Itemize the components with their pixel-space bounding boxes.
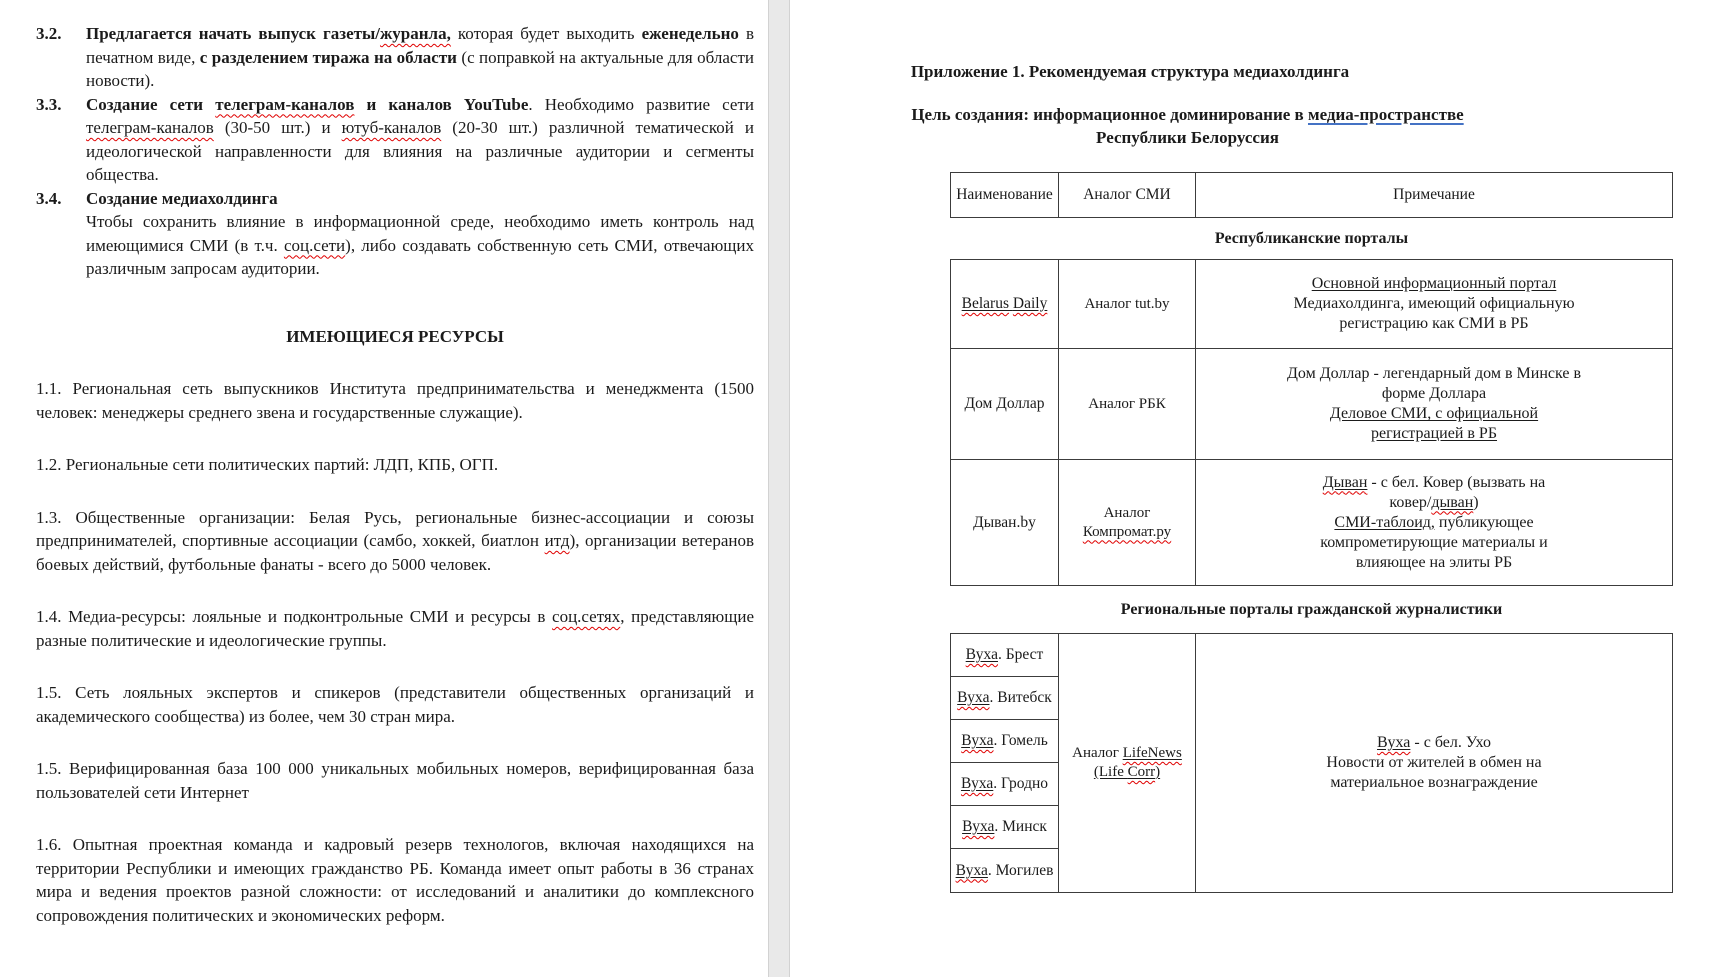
spellcheck-word: Вуха: [960, 775, 994, 792]
section-title: Региональные порталы гражданской журналистики: [951, 586, 1673, 634]
note-text: ковер/: [1389, 493, 1432, 511]
cell-name: [951, 677, 1059, 720]
paragraph-1-5: 1.5. Сеть лояльных экспертов и спикеров (представители общественных организаций и академического сообщества) из более, чем 30 стран мира.: [36, 683, 754, 726]
cell-analog: [1059, 460, 1196, 586]
body-text: ), организации ветеранов боевых действий, футбольные фанаты - всего до 5000 человек.: [36, 531, 755, 574]
body-text: в печатном виде,: [86, 24, 754, 67]
document-page-right: [790, 0, 1732, 977]
appendix-title: Приложение 1. Рекомендуемая структура медиахолдинга: [910, 62, 1350, 81]
note-text: Дом Доллар - легендарный дом в Минске в: [1286, 365, 1582, 382]
city-text: . Минск: [994, 818, 1047, 835]
body-text: которая будет выходить: [450, 24, 642, 43]
table-header-row: [951, 173, 1673, 218]
underlined-text: [962, 295, 1048, 312]
underlined-text: [966, 646, 998, 663]
note-text: регистрацию как СМИ в РБ: [1339, 315, 1529, 332]
spellcheck-word: дыван: [1431, 493, 1474, 511]
body-text: . Необходимо развитие сети: [528, 94, 754, 114]
underlined-text: Деловое СМИ, с официальной: [1329, 405, 1539, 422]
list-item-3-4: [36, 187, 754, 281]
city-text: . Гродно: [993, 775, 1049, 792]
cell-note-regional: [1196, 634, 1673, 893]
note-text: Новости от жителей в обмен на: [1326, 754, 1542, 771]
note-text: публикующее: [1434, 513, 1534, 531]
spellcheck-word: Вуха: [957, 689, 990, 706]
analog-text: ): [1155, 764, 1161, 780]
spellcheck-word: соц.сети: [283, 235, 346, 255]
bold-text: Предлагается начать выпуск газеты/: [86, 24, 380, 43]
note-text: ): [1473, 493, 1479, 511]
cell-name: [951, 634, 1059, 677]
table-row-vuha-brest: [951, 634, 1673, 677]
section-title: Республиканские порталы: [951, 218, 1673, 260]
city-text: . Брест: [997, 646, 1044, 663]
body-text: (с поправкой на актуальные для области новости).: [86, 47, 755, 90]
analog-text: (Life: [1093, 764, 1128, 780]
spellcheck-word: LifeNews: [1122, 745, 1182, 761]
city-text: . Могилев: [987, 861, 1054, 879]
bold-text: еженедельно: [641, 24, 739, 43]
body-text: Чтобы сохранить влияние в информационной среде, необходимо иметь контроль над имеющимися СМИ (в т.ч.: [86, 212, 754, 255]
spellcheck-word: Вуха: [961, 732, 994, 749]
spellcheck-word: Belarus: [961, 295, 1010, 312]
underlined-text: [961, 775, 993, 792]
city-text: . Витебск: [989, 689, 1052, 706]
bold-text: Создание сети: [86, 94, 216, 114]
appendix-goal: [850, 103, 1525, 149]
table-row-dom-dollar: [951, 349, 1673, 460]
note-text: влияющее на элиты РБ: [1355, 553, 1513, 571]
underlined-text: Основной информационный портал: [1311, 275, 1557, 292]
underlined-text: [1323, 474, 1368, 491]
list-item-3-3: [36, 93, 754, 187]
body-text: (20-30 шт.) различной тематической и идеологической направленности для влияния на различные аудитории и сегменты общества.: [86, 118, 754, 184]
spellcheck-word: Daily: [1012, 295, 1048, 312]
cell-note: [1196, 349, 1673, 460]
spellcheck-word: Corr: [1127, 764, 1156, 780]
underlined-text: [1377, 734, 1410, 751]
note-text: - с бел. Ковер (вызвать на: [1367, 473, 1546, 491]
underlined-text: [962, 818, 994, 835]
note-text: Медиахолдинга, имеющий официальную: [1293, 295, 1575, 312]
underlined-text: [1431, 494, 1473, 511]
hyperlink-text[interactable]: медиа-пространстве: [1307, 105, 1464, 124]
note-text: - с бел. Ухо: [1410, 734, 1491, 751]
underlined-text: [961, 732, 993, 749]
cell-name: [951, 806, 1059, 849]
table-row-belarus-daily: [951, 260, 1673, 349]
item-heading: Создание медиахолдинга: [86, 188, 278, 208]
cell-analog: Аналог РБК: [1059, 349, 1196, 460]
spellcheck-word: Вуха: [1377, 734, 1411, 751]
list-item-3-2: [36, 22, 754, 93]
spellcheck-word: Вуха: [962, 818, 995, 835]
bold-text: и каналов YouTube: [354, 94, 529, 114]
cell-analog-regional: [1059, 634, 1196, 893]
underlined-text: регистрацией в РБ: [1370, 425, 1498, 442]
note-text: компрометирующие материалы и: [1320, 533, 1548, 551]
header-note: Примечание: [1196, 173, 1673, 218]
goal-text: Цель создания: информационное доминирование в: [911, 105, 1308, 124]
section-row-republican: [951, 218, 1673, 260]
item-number: 3.2.: [36, 24, 62, 43]
note-text: материальное вознаграждение: [1330, 774, 1538, 791]
spellcheck-word: Вуха: [955, 861, 988, 879]
underlined-text: [956, 862, 988, 879]
cell-name: [951, 763, 1059, 806]
body-text: ), либо создавать собственную сеть СМИ, отвечающих различным запросам аудитории.: [86, 235, 754, 278]
spellcheck-word: соц.сетях: [552, 607, 621, 626]
bold-text: с разделением тиража на области: [199, 47, 457, 67]
table-row-dyvan: [951, 460, 1673, 586]
paragraph-1-3: [36, 506, 754, 577]
paragraph-1-6: 1.6. Опытная проектная команда и кадровый резерв технологов, включая находящихся на территории Республики и имеющих гражданство РБ. Команда имеет опыт работы в 36 странах мира и ведения проектов разной сложности: от исследований и аналитики до комплексного сопровождения политических и экономических реформ.: [36, 835, 754, 925]
spellcheck-word: журанла,: [379, 24, 451, 43]
paragraph-1-2: 1.2. Региональные сети политических партий: ЛДП, КПБ, ОГП.: [36, 455, 499, 474]
cell-analog: Аналог tut.by: [1059, 260, 1196, 349]
analog-text: Аналог: [1103, 504, 1151, 521]
body-text: , представляющие разные политические и идеологические группы.: [36, 607, 754, 650]
underlined-text: СМИ-таблоид,: [1334, 513, 1435, 531]
spellcheck-word: ютуб-каналов: [341, 118, 442, 137]
cell-note: [1196, 260, 1673, 349]
body-text: 1.4. Медиа-ресурсы: лояльные и подконтрольные СМИ и ресурсы в: [36, 607, 553, 626]
spellcheck-word: телеграм-каналов: [86, 118, 214, 137]
note-text: форме Доллара: [1381, 385, 1487, 402]
header-analog: Аналог СМИ: [1059, 173, 1196, 218]
header-name: Наименование: [951, 173, 1059, 218]
section-heading-resources: ИМЕЮЩИЕСЯ РЕСУРСЫ: [286, 326, 504, 346]
body-text: 1.3. Общественные организации: Белая Русь, региональные бизнес-ассоциации и союзы предпринимателей, спортивные ассоциации (самбо, хоккей, биатлон: [36, 507, 754, 550]
spellcheck-word: итд: [544, 531, 570, 550]
item-number: 3.3.: [36, 94, 62, 114]
paragraph-1-4: [36, 605, 754, 652]
city-text: . Гомель: [993, 732, 1048, 749]
cell-name: Дыван.by: [951, 460, 1059, 586]
page-gutter: [768, 0, 790, 977]
spellcheck-word: телеграм-каналов: [215, 94, 355, 114]
underlined-text: [957, 689, 989, 706]
item-number: 3.4.: [36, 188, 62, 208]
spellcheck-word: Дыван: [1322, 473, 1368, 491]
media-structure-table: [950, 172, 1673, 893]
left-page-content: [0, 0, 768, 927]
body-text: (30-50 шт.) и: [213, 118, 342, 137]
spellcheck-word: Компромат.ру: [1082, 523, 1172, 540]
cell-name: Дом Доллар: [951, 349, 1059, 460]
item-body: [86, 210, 754, 281]
cell-name: [951, 260, 1059, 349]
goal-text-line2: Республики Белоруссия: [1096, 128, 1279, 147]
paragraph-1-5b: 1.5. Верифицированная база 100 000 уникальных мобильных номеров, верифицированная база пользователей сети Интернет: [36, 759, 754, 802]
analog-text: Аналог: [1072, 745, 1123, 761]
paragraph-1-1: 1.1. Региональная сеть выпускников Института предпринимательства и менеджмента (1500 человек: менеджеры среднего звена и государственные служащие).: [36, 379, 754, 422]
document-page-left: [0, 0, 768, 977]
cell-note: [1196, 460, 1673, 586]
section-row-regional: [951, 586, 1673, 634]
spellcheck-word: Вуха: [965, 646, 998, 663]
cell-name: [951, 720, 1059, 763]
cell-name: [951, 849, 1059, 893]
